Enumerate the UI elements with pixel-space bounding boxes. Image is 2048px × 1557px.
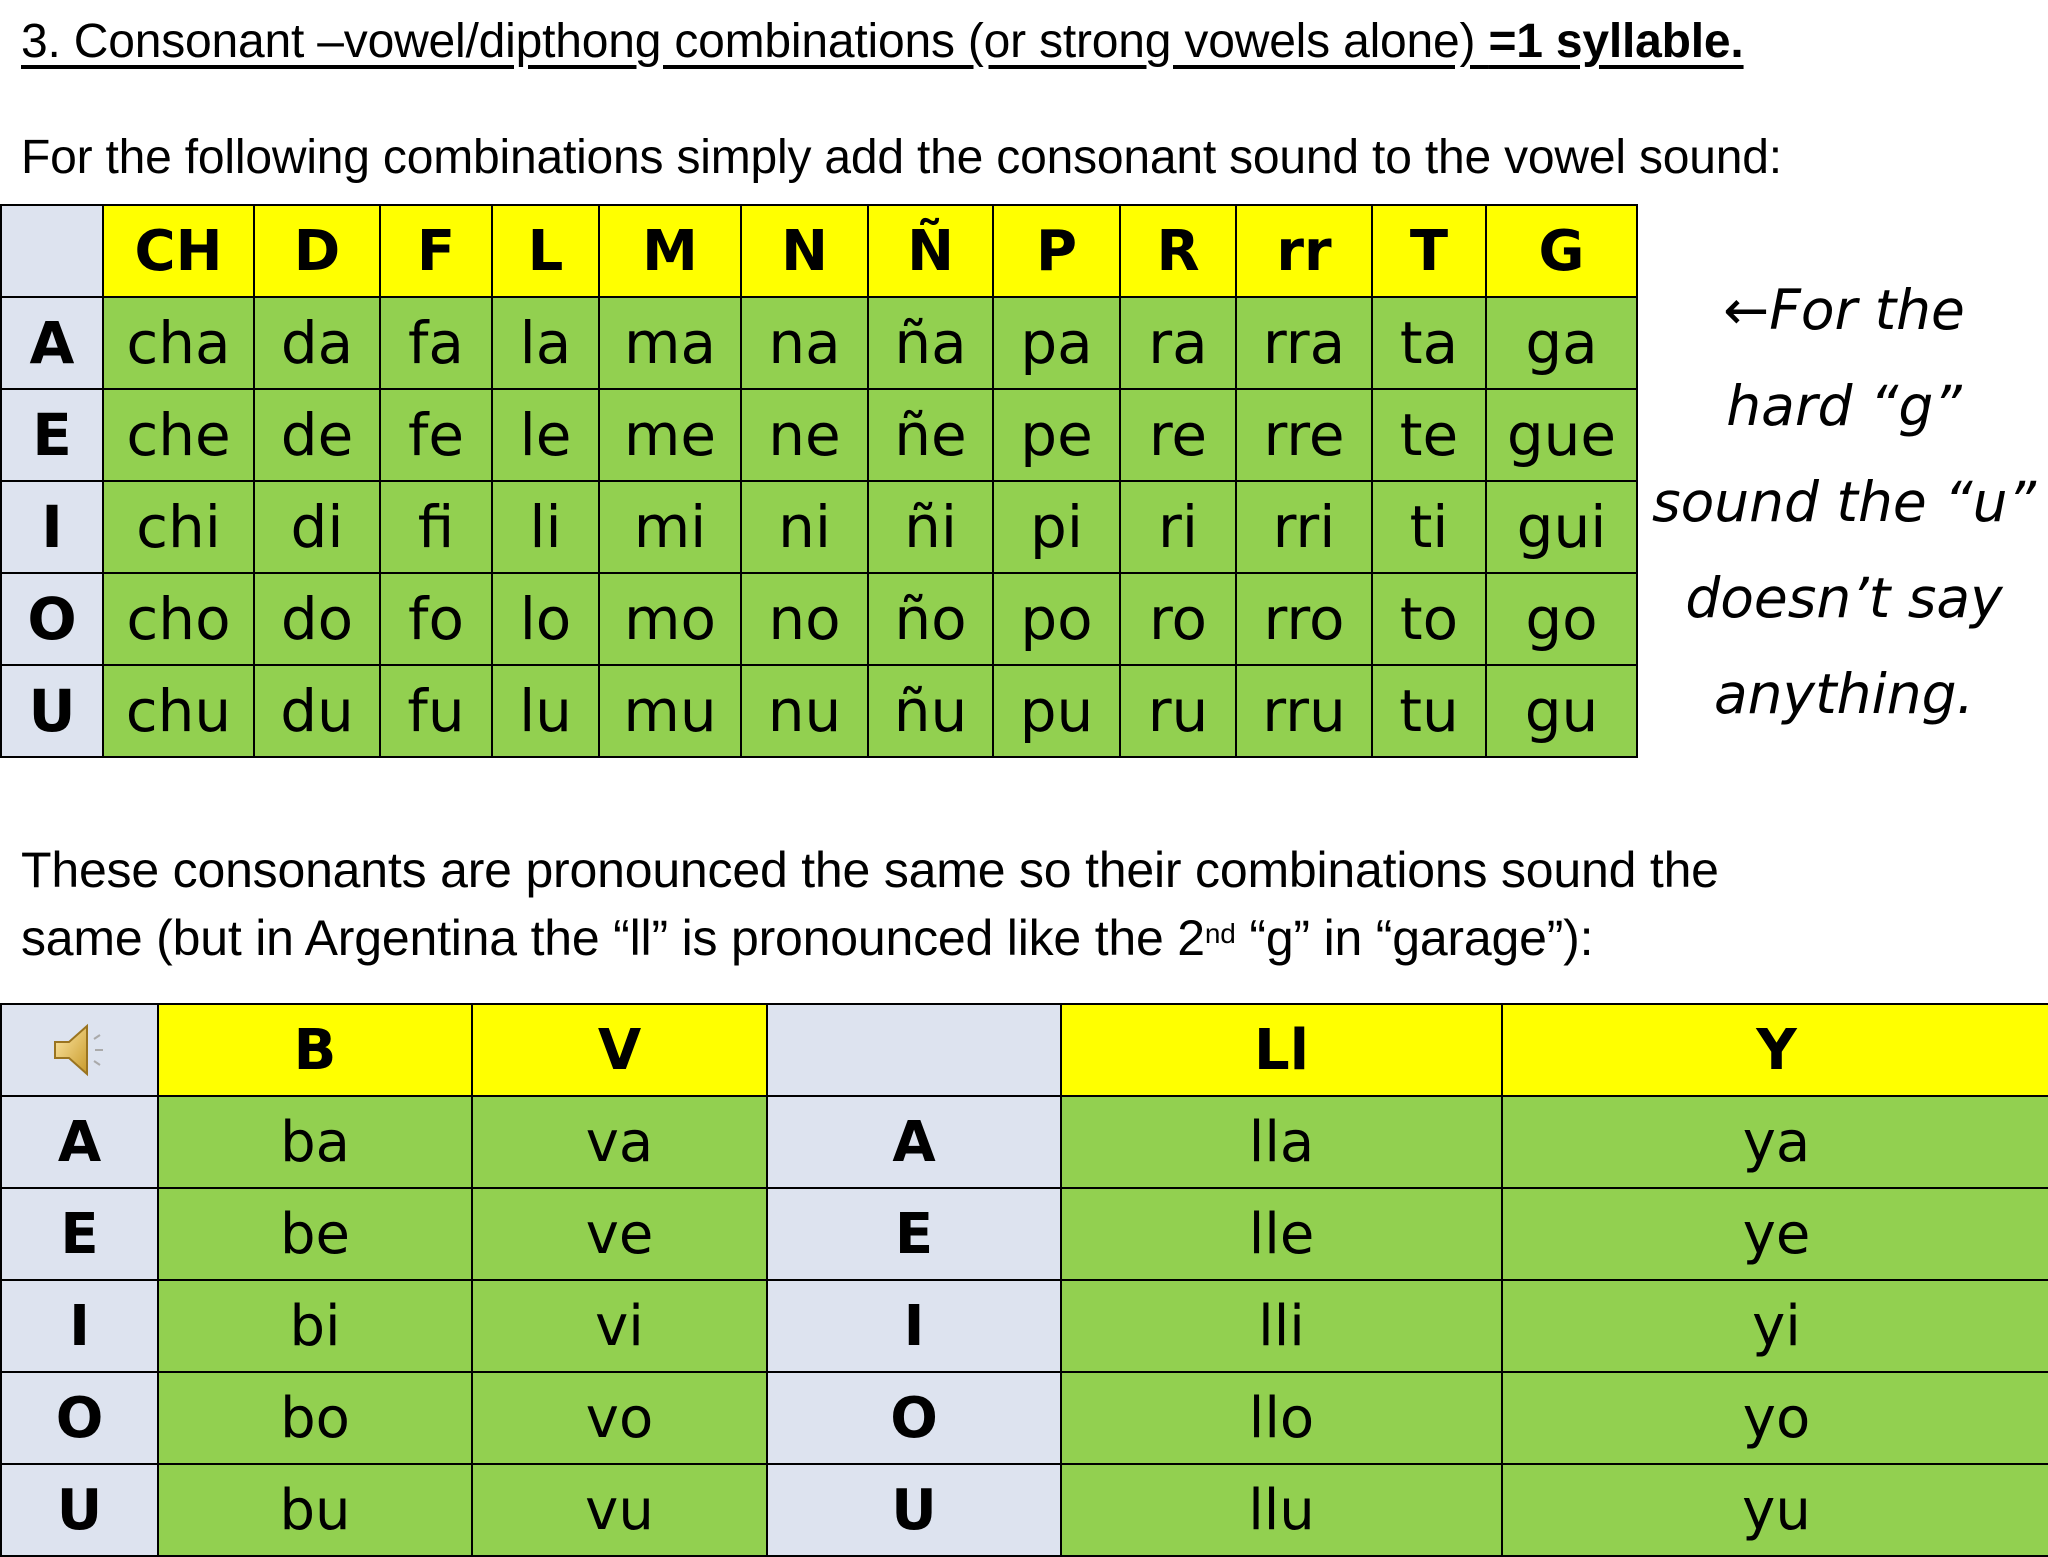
syllable-cell: llo	[1061, 1372, 1502, 1464]
table2-corner-cell	[1, 1004, 158, 1096]
consonant-vowel-table	[0, 204, 1638, 758]
table1-row	[1, 297, 1637, 389]
paragraph-line-1: These consonants are pronounced the same so their combinations sound the	[21, 842, 1719, 898]
table1-header-cell: G	[1486, 205, 1637, 297]
table1-header-cell: R	[1120, 205, 1236, 297]
syllable-cell: ta	[1372, 297, 1486, 389]
syllable-cell: ñu	[868, 665, 993, 757]
table2-header-cell: B	[158, 1004, 472, 1096]
syllable-cell: le	[492, 389, 599, 481]
syllable-cell: re	[1120, 389, 1236, 481]
syllable-cell: ga	[1486, 297, 1637, 389]
syllable-cell: pi	[993, 481, 1120, 573]
syllable-cell: fo	[380, 573, 492, 665]
table2-header-cell: Y	[1502, 1004, 2048, 1096]
paragraph-line-2	[21, 904, 1719, 972]
table1-header-cell: F	[380, 205, 492, 297]
page-heading	[21, 14, 1744, 69]
table1-header-cell: N	[741, 205, 868, 297]
heading-text: 3. Consonant –vowel/dipthong combinations (or strong vowels alone)	[21, 15, 1489, 68]
vowel-label: A	[767, 1096, 1061, 1188]
vowel-label: I	[1, 481, 103, 573]
syllable-cell: ni	[741, 481, 868, 573]
syllable-cell: ra	[1120, 297, 1236, 389]
syllable-cell: chu	[103, 665, 254, 757]
syllable-cell: to	[1372, 573, 1486, 665]
syllable-cell: mo	[599, 573, 741, 665]
vowel-label: E	[767, 1188, 1061, 1280]
vowel-label: A	[1, 297, 103, 389]
arrow-left-icon: ←	[1723, 278, 1770, 342]
table2-row	[1, 1464, 2048, 1556]
syllable-cell: rri	[1236, 481, 1372, 573]
syllable-cell: che	[103, 389, 254, 481]
vowel-label: E	[1, 1188, 158, 1280]
vowel-label: O	[767, 1372, 1061, 1464]
vowel-label: U	[767, 1464, 1061, 1556]
syllable-cell: ña	[868, 297, 993, 389]
syllable-cell: rra	[1236, 297, 1372, 389]
vowel-label: I	[1, 1280, 158, 1372]
syllable-cell: lli	[1061, 1280, 1502, 1372]
syllable-cell: lla	[1061, 1096, 1502, 1188]
syllable-cell: ño	[868, 573, 993, 665]
vowel-label: I	[767, 1280, 1061, 1372]
table2-middle-corner-cell	[767, 1004, 1061, 1096]
table2-row	[1, 1096, 2048, 1188]
syllable-cell: nu	[741, 665, 868, 757]
note-line: doesn’t say	[1685, 566, 2003, 630]
syllable-cell: pu	[993, 665, 1120, 757]
syllable-cell: cha	[103, 297, 254, 389]
syllable-cell: ti	[1372, 481, 1486, 573]
syllable-cell: vo	[472, 1372, 767, 1464]
syllable-cell: pa	[993, 297, 1120, 389]
table1-header-cell: T	[1372, 205, 1486, 297]
syllable-cell: de	[254, 389, 380, 481]
syllable-cell: yu	[1502, 1464, 2048, 1556]
syllable-cell: ma	[599, 297, 741, 389]
syllable-cell: chi	[103, 481, 254, 573]
table2-row	[1, 1280, 2048, 1372]
note-line	[1640, 262, 2048, 358]
syllable-cell: di	[254, 481, 380, 573]
syllable-cell: pe	[993, 389, 1120, 481]
syllable-cell: mu	[599, 665, 741, 757]
table1-header-cell: CH	[103, 205, 254, 297]
syllable-cell: no	[741, 573, 868, 665]
syllable-cell: ñi	[868, 481, 993, 573]
table2-header-cell: V	[472, 1004, 767, 1096]
table2-row	[1, 1372, 2048, 1464]
syllable-cell: lu	[492, 665, 599, 757]
syllable-cell: ri	[1120, 481, 1236, 573]
syllable-cell: tu	[1372, 665, 1486, 757]
syllable-cell: gui	[1486, 481, 1637, 573]
syllable-cell: ru	[1120, 665, 1236, 757]
syllable-cell: ye	[1502, 1188, 2048, 1280]
syllable-cell: da	[254, 297, 380, 389]
vowel-label: U	[1, 665, 103, 757]
paragraph-text: same (but in Argentina the “ll” is pronounced like the 2	[21, 910, 1205, 966]
hard-g-note	[1640, 262, 2048, 742]
syllable-cell: fu	[380, 665, 492, 757]
note-line: anything.	[1713, 662, 1975, 726]
vowel-label: A	[1, 1096, 158, 1188]
same-sound-paragraph	[21, 836, 1719, 972]
vowel-label: U	[1, 1464, 158, 1556]
syllable-cell: rro	[1236, 573, 1372, 665]
paragraph-text: “g” in “garage”):	[1235, 910, 1594, 966]
table1-corner-cell	[1, 205, 103, 297]
syllable-cell: bu	[158, 1464, 472, 1556]
syllable-cell: gu	[1486, 665, 1637, 757]
syllable-cell: fe	[380, 389, 492, 481]
syllable-cell: lo	[492, 573, 599, 665]
syllable-cell: go	[1486, 573, 1637, 665]
syllable-cell: te	[1372, 389, 1486, 481]
syllable-cell: gue	[1486, 389, 1637, 481]
table1-header-cell: P	[993, 205, 1120, 297]
syllable-cell: ba	[158, 1096, 472, 1188]
speaker-icon[interactable]	[45, 1015, 115, 1085]
syllable-cell: fi	[380, 481, 492, 573]
syllable-cell: li	[492, 481, 599, 573]
syllable-cell: lle	[1061, 1188, 1502, 1280]
syllable-cell: la	[492, 297, 599, 389]
syllable-cell: bo	[158, 1372, 472, 1464]
syllable-cell: me	[599, 389, 741, 481]
table1-row	[1, 573, 1637, 665]
same-sound-table	[0, 1003, 2048, 1557]
note-line-text: For the	[1769, 278, 1965, 342]
table1-row	[1, 665, 1637, 757]
syllable-cell: yi	[1502, 1280, 2048, 1372]
syllable-cell: vu	[472, 1464, 767, 1556]
syllable-cell: cho	[103, 573, 254, 665]
syllable-cell: be	[158, 1188, 472, 1280]
vowel-label: O	[1, 1372, 158, 1464]
syllable-cell: bi	[158, 1280, 472, 1372]
syllable-cell: ro	[1120, 573, 1236, 665]
table2-header-row	[1, 1004, 2048, 1096]
vowel-label: O	[1, 573, 103, 665]
syllable-cell: ñe	[868, 389, 993, 481]
syllable-cell: mi	[599, 481, 741, 573]
table1-header-row	[1, 205, 1637, 297]
syllable-cell: na	[741, 297, 868, 389]
note-line: sound the “u”	[1651, 470, 2036, 534]
syllable-cell: ne	[741, 389, 868, 481]
syllable-cell: ve	[472, 1188, 767, 1280]
syllable-cell: yo	[1502, 1372, 2048, 1464]
heading-bold: =1 syllable.	[1488, 15, 1744, 68]
ordinal-superscript: nd	[1204, 918, 1236, 949]
table1-header-cell: L	[492, 205, 599, 297]
syllable-cell: rru	[1236, 665, 1372, 757]
table1-header-cell: M	[599, 205, 741, 297]
table1-header-cell: rr	[1236, 205, 1372, 297]
table2-header-cell: Ll	[1061, 1004, 1502, 1096]
syllable-cell: fa	[380, 297, 492, 389]
intro-text: For the following combinations simply add the consonant sound to the vowel sound:	[21, 131, 1782, 184]
note-line: hard “g”	[1726, 374, 1962, 438]
table1-header-cell: Ñ	[868, 205, 993, 297]
table1-row	[1, 481, 1637, 573]
syllable-cell: du	[254, 665, 380, 757]
table1-row	[1, 389, 1637, 481]
syllable-cell: va	[472, 1096, 767, 1188]
syllable-cell: do	[254, 573, 380, 665]
syllable-cell: llu	[1061, 1464, 1502, 1556]
syllable-cell: rre	[1236, 389, 1372, 481]
syllable-cell: vi	[472, 1280, 767, 1372]
table2-row	[1, 1188, 2048, 1280]
table1-header-cell: D	[254, 205, 380, 297]
vowel-label: E	[1, 389, 103, 481]
syllable-cell: po	[993, 573, 1120, 665]
syllable-cell: ya	[1502, 1096, 2048, 1188]
